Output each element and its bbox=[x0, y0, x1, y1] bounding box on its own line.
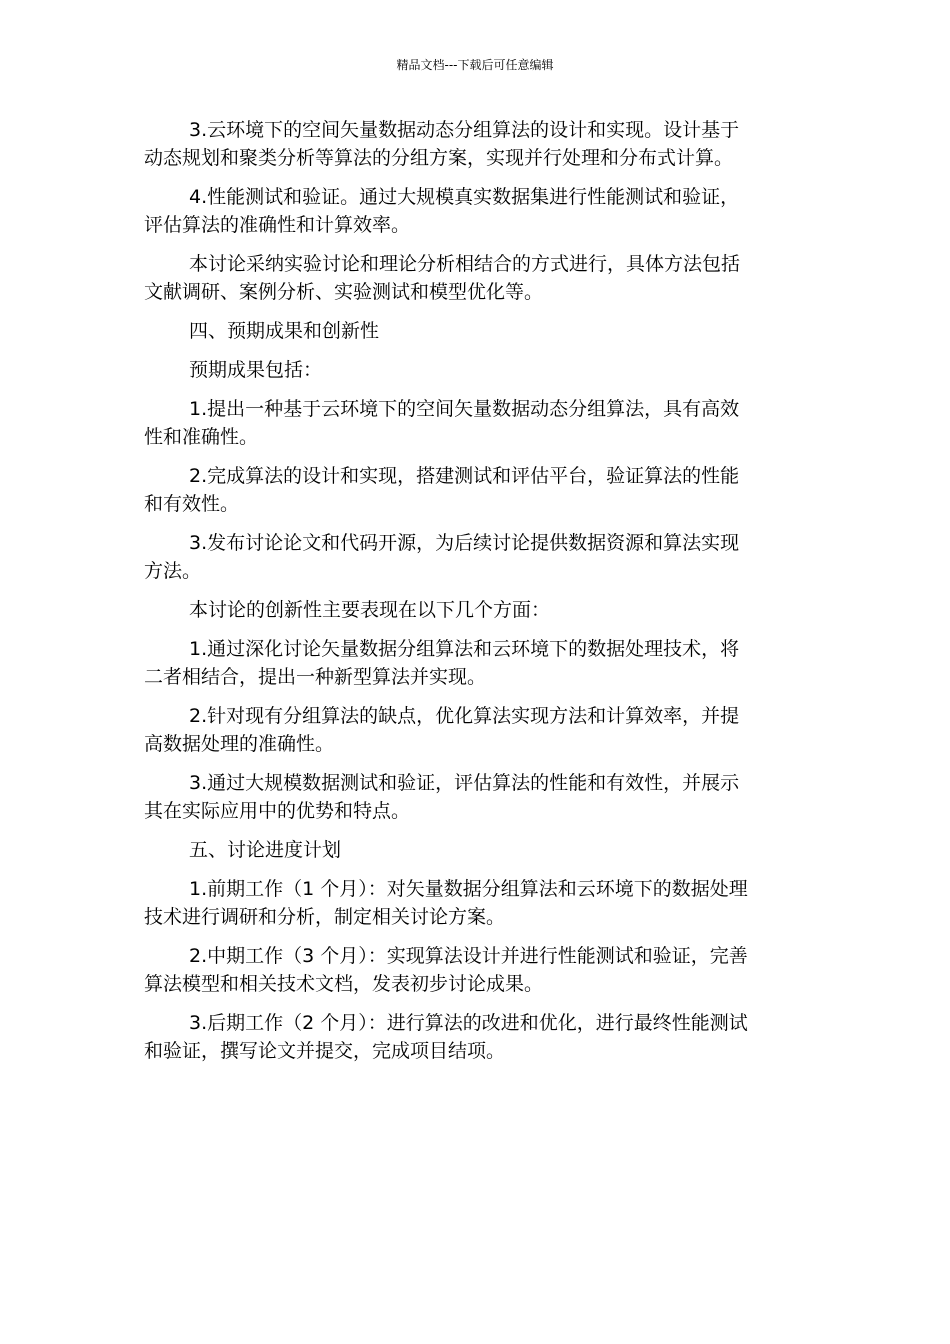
section-heading-expected-results: 四、预期成果和创新性 bbox=[189, 320, 380, 342]
list-item-innovation-3: 3.通过大规模数据测试和验证，评估算法的性能和有效性，并展示 其在实际应用中的优势和特点。 bbox=[144, 772, 740, 822]
list-item-innovation-1: 1.通过深化讨论矢量数据分组算法和云环境下的数据处理技术，将 二者相结合，提出一种新型算法并实现。 bbox=[144, 638, 740, 688]
paragraph-expected-results-intro: 预期成果包括： bbox=[189, 359, 323, 381]
list-item-schedule-3: 3.后期工作（2 个月）：进行算法的改进和优化，进行最终性能测试 和验证，撰写论文并提交，完成项目结项。 bbox=[144, 1012, 748, 1062]
list-item-schedule-1: 1.前期工作（1 个月）：对矢量数据分组算法和云环境下的数据处理 技术进行调研和分析，制定相关讨论方案。 bbox=[144, 878, 748, 928]
paragraph-design-implementation: 3.云环境下的空间矢量数据动态分组算法的设计和实现。设计基于 动态规划和聚类分析等算法的分组方案，实现并行处理和分布式计算。 bbox=[144, 119, 740, 169]
section-heading-schedule: 五、讨论进度计划 bbox=[189, 839, 342, 861]
list-item-schedule-2: 2.中期工作（3 个月）：实现算法设计并进行性能测试和验证，完善 算法模型和相关技术文档，发表初步讨论成果。 bbox=[144, 945, 748, 995]
paragraph-innovation-intro: 本讨论的创新性主要表现在以下几个方面： bbox=[189, 599, 551, 621]
list-item-result-1: 1.提出一种基于云环境下的空间矢量数据动态分组算法，具有高效 性和准确性。 bbox=[144, 398, 740, 448]
page-header: 精品文档---下载后可任意编辑 bbox=[396, 58, 554, 72]
list-item-result-3: 3.发布讨论论文和代码开源，为后续讨论提供数据资源和算法实现 方法。 bbox=[144, 532, 740, 582]
paragraph-performance-testing: 4.性能测试和验证。通过大规模真实数据集进行性能测试和验证， 评估算法的准确性和计算效率。 bbox=[144, 186, 740, 236]
document-body bbox=[144, 116, 812, 1076]
list-item-innovation-2: 2.针对现有分组算法的缺点，优化算法实现方法和计算效率，并提 高数据处理的准确性。 bbox=[144, 705, 740, 755]
paragraph-method: 本讨论采纳实验讨论和理论分析相结合的方式进行，具体方法包括 文献调研、案例分析、实验测试和模型优化等。 bbox=[144, 253, 741, 303]
list-item-result-2: 2.完成算法的设计和实现，搭建测试和评估平台，验证算法的性能 和有效性。 bbox=[144, 465, 740, 515]
